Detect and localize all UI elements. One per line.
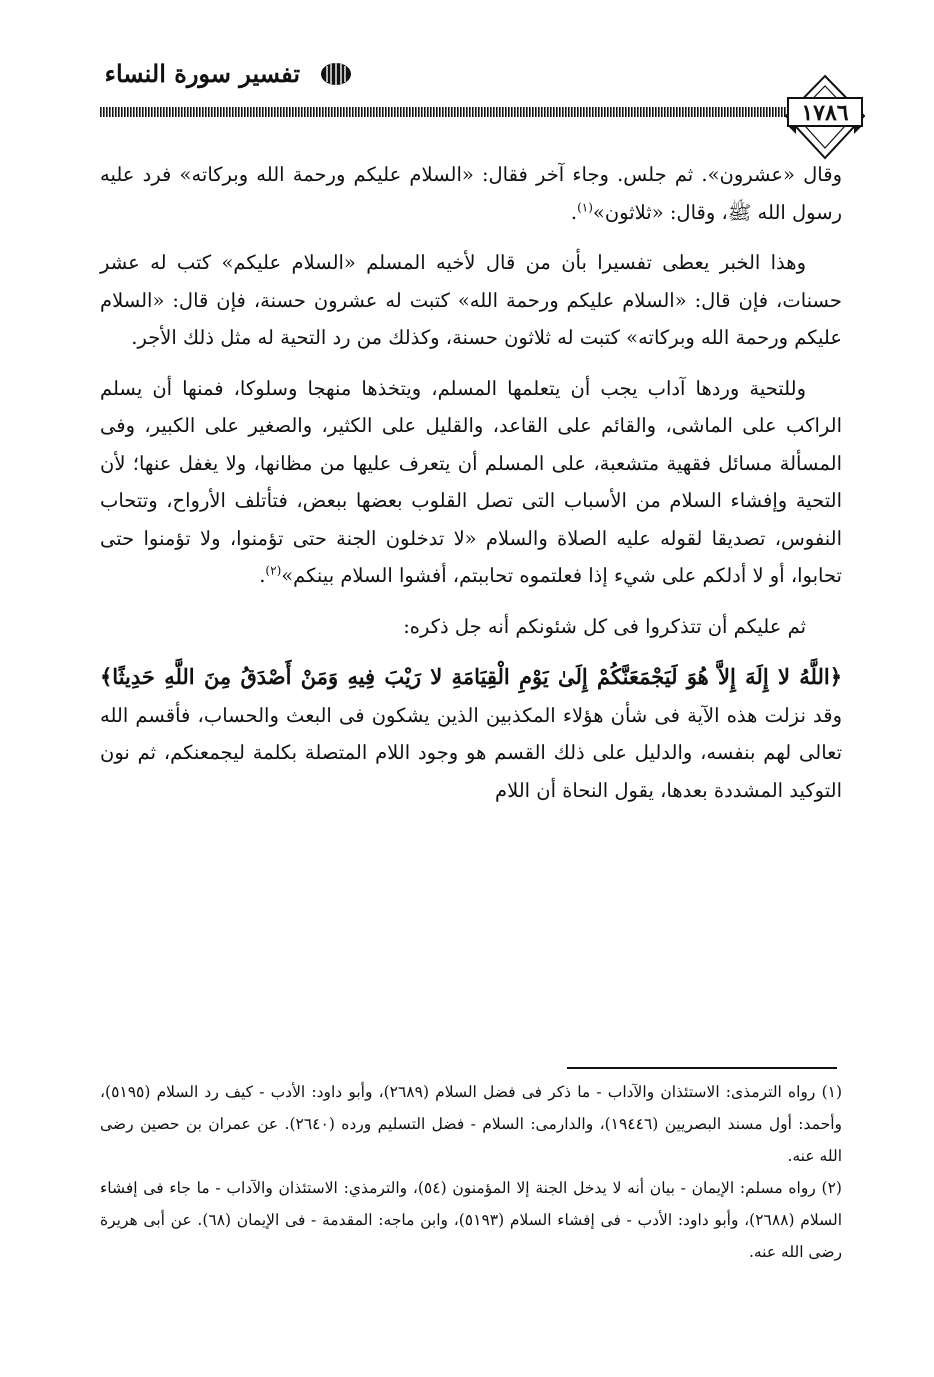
running-header-title: تفسير سورة النساء xyxy=(104,59,300,88)
paragraph: ثم عليكم أن تتذكروا فى كل شئونكم أنه جل ذكره: xyxy=(403,614,806,638)
header-rule-divider xyxy=(100,104,786,120)
footnote-marker: (١) xyxy=(821,1083,843,1101)
header-ornament-icon xyxy=(316,60,356,88)
footnote-ref: (١) xyxy=(577,200,593,214)
paragraph: وللتحية وردها آداب يجب أن يتعلمها المسلم، ويتخذها منهجا وسلوكا، فمنها أن يسلم الراكب على الماشى، والقائم على القاعد، والقليل على الكثير، والصغير على الكبير، وفى المسألة مسائل فقهية متشعبة، على المسلم أن يتعرف عليها من مظانها، ولا يغفل عنها؛ لأن التحية وإفشاء السلام من الأسباب التى تصل القلوب بعضها ببعض، فتأتلف الأرواح، وتتحاب النفوس، تصديقا لقوله عليه الصلاة والسلام «لا تدخلون الجنة حتى تؤمنوا، ولا تؤمنوا حتى تحابوا، أو لا أدلكم على شيء إذا فعلتموه تحاببتم، أفشوا السلام بينكم»$^{(٢)}$. xyxy=(100,376,842,587)
quran-verse: ﴿اللَّهُ لا إِلَهَ إِلاَّ هُوَ لَيَجْمَعَنَّكُمْ إِلَىٰ يَوْمِ الْقِيَامَةِ لا رَيْبَ فِيهِ وَمَنْ أَصْدَقُ مِنَ اللَّهِ حَدِيثًا﴾ xyxy=(100,664,842,689)
footnote-separator xyxy=(567,1067,837,1069)
paragraph: وهذا الخبر يعطى تفسيرا بأن من قال لأخيه المسلم «السلام عليكم» كتب له عشر حسنات، فإن قال: «السلام عليكم ورحمة الله» كتبت له عشرون حسنة، فإن قال: «السلام عليكم ورحمة الله وبركاته» كتبت له ثلاثون حسنة، وكذلك من رد التحية له مثل ذلك الأجر. xyxy=(100,251,842,349)
footnote xyxy=(100,1172,842,1268)
footnote-text: رواه الترمذى: الاستئذان والآداب - ما ذكر فى فضل السلام (٢٦٨٩)، وأبو داود: الأدب - كيف رد السلام (٥١٩٥)، وأحمد: أول مسند البصريين (١٩٤٤٦)، والدارمى: السلام - فضل التسليم ورده (٢٦٤٠). عن عمران بن حصين رضى الله عنه. xyxy=(100,1083,843,1165)
footnote-text: رواه مسلم: الإيمان - بيان أنه لا يدخل الجنة إلا المؤمنون (٥٤)، والترمذي: الاستئذان والآداب - ما جاء فى إفشاء السلام (٢٦٨٨)، وأبو داود: الأدب - فى إفشاء السلام (٥١٩٣)، وابن ماجه: المقدمة - فى الإيمان (٦٨). عن أبى هريرة رضى الله عنه. xyxy=(100,1179,842,1261)
paragraph: وقال «عشرون». ثم جلس. وجاء آخر فقال: «السلام عليكم ورحمة الله وبركاته» فرد عليه رسول الله ﷺ، وقال: «ثلاثون»$^{(١)}$. xyxy=(100,163,842,224)
page-number: ١٧٨٦ xyxy=(801,100,849,126)
footnote-marker: (٢) xyxy=(821,1179,842,1197)
footnote-ref: (٢) xyxy=(265,563,282,578)
paragraph: ﴿اللَّهُ لا إِلَهَ إِلاَّ هُوَ لَيَجْمَعَنَّكُمْ إِلَىٰ يَوْمِ الْقِيَامَةِ لا رَيْبَ فِيهِ وَمَنْ أَصْدَقُ مِنَ اللَّهِ حَدِيثًا﴾ وقد نزلت هذه الآية فى شأن هؤلاء المكذبين الذين يشكون فى البعث والحساب، فأقسم الله تعالى لهم بنفسه، والدليل على ذلك القسم هو وجود اللام المتصلة بكلمة ليجمعنكم، ثم نون التوكيد المشددة بعدها، يقول النحاة أن اللام xyxy=(100,664,842,802)
footnote xyxy=(100,1076,842,1172)
main-text xyxy=(100,156,842,809)
footnotes xyxy=(100,1076,842,1268)
